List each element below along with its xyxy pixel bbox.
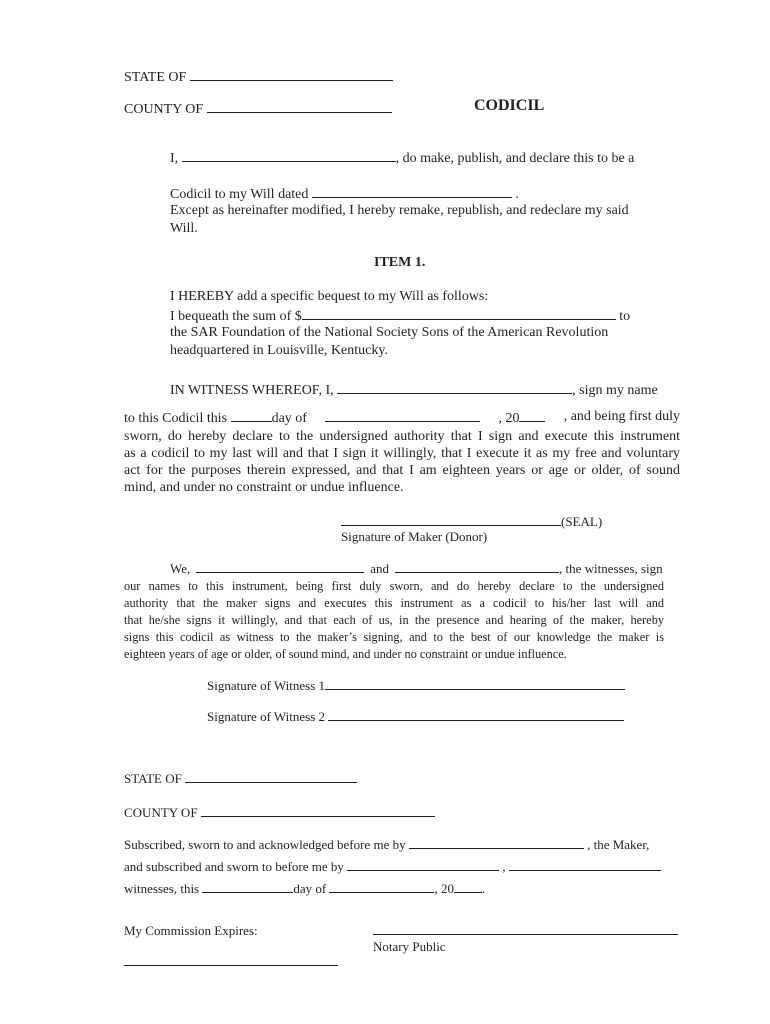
- item-1-heading: ITEM 1.: [374, 255, 426, 270]
- notary-state-label: STATE OF: [124, 771, 182, 786]
- subscribed-label: Subscribed, sworn to and acknowledged before me by: [124, 837, 406, 852]
- notary-signature-blank[interactable]: [373, 934, 678, 935]
- county-label: COUNTY OF: [124, 102, 204, 117]
- notary-year-blank[interactable]: [454, 881, 482, 893]
- maker-signature-blank[interactable]: [341, 514, 561, 526]
- witness-whereof-body: [124, 428, 680, 496]
- first-line-tail: , and being first duly: [563, 409, 680, 424]
- maker-label: , the Maker,: [587, 837, 650, 852]
- notary-day-blank[interactable]: [202, 881, 293, 893]
- witness-1-signature-label: Signature of Witness 1: [207, 678, 326, 693]
- commission-expires: My Commission Expires:: [124, 923, 258, 938]
- witness-b-blank[interactable]: [509, 859, 661, 871]
- witness-whereof-lead: IN WITNESS WHEREOF, I,: [170, 383, 334, 398]
- and-label: and: [370, 561, 390, 576]
- notary-state-blank[interactable]: [185, 771, 357, 783]
- witness-a-blank[interactable]: [347, 859, 499, 871]
- body-line: mind, and under no constraint or undue influence.: [124, 480, 404, 495]
- witness-1-signature-blank[interactable]: [325, 678, 625, 690]
- codicil-dated-line: [170, 186, 519, 202]
- notary-date-line: [124, 881, 485, 895]
- maker-acknowledged-blank[interactable]: [409, 837, 584, 849]
- declarant-name-blank[interactable]: [182, 150, 396, 162]
- codicil-dated-label: Codicil to my Will dated: [170, 187, 309, 202]
- subscribed2-label: and subscribed and sworn to before me by: [124, 859, 344, 874]
- commission-expiry-blank[interactable]: [124, 965, 338, 966]
- maker-signature-caption: Signature of Maker (Donor): [341, 529, 488, 544]
- bequeath-label: I bequeath the sum of $: [170, 309, 302, 324]
- codicil-date-line: [124, 410, 680, 426]
- month-blank[interactable]: [325, 410, 480, 422]
- witnesses-this-label: witnesses, this: [124, 881, 200, 896]
- notary-state-line: [124, 771, 357, 785]
- this-label: to this Codicil this: [124, 411, 228, 426]
- we-label: We,: [170, 561, 191, 576]
- subscribed-witnesses-line: [124, 859, 661, 873]
- day-of-label: day of: [271, 411, 307, 426]
- bequest-amount-blank[interactable]: [302, 308, 616, 320]
- comma: ,: [502, 859, 506, 874]
- declare-text: , do make, publish, and declare this to be a: [395, 151, 635, 166]
- notary-year-prefix: , 20: [434, 881, 454, 896]
- county-blank[interactable]: [207, 101, 392, 113]
- notary-public-caption: Notary Public: [373, 939, 446, 954]
- document-title: CODICIL: [474, 97, 545, 114]
- notary-day-of: day of: [293, 881, 327, 896]
- i-label: I,: [170, 151, 179, 166]
- notary-county-blank[interactable]: [201, 805, 435, 817]
- witness-2-signature-blank[interactable]: [328, 709, 624, 721]
- notary-month-blank[interactable]: [329, 881, 434, 893]
- except-line-1: Except as hereinafter modified, I hereby remake, republish, and redeclare my said: [170, 203, 629, 218]
- witness-1-signature-line: [207, 678, 625, 692]
- witness-2-name-blank[interactable]: [395, 561, 559, 573]
- body-line: act for the purposes therein expressed, and that I am eighteen years or age or older, of sound: [124, 463, 680, 478]
- day-blank[interactable]: [231, 410, 272, 422]
- witness-1-name-blank[interactable]: [196, 561, 364, 573]
- except-line-2: Will.: [170, 221, 198, 236]
- seal-label: (SEAL): [561, 514, 603, 529]
- notary-county-label: COUNTY OF: [124, 805, 198, 820]
- maker-name-blank[interactable]: [337, 382, 572, 394]
- witness-body-line: eighteen years of age or older, of sound mind, and under no constraint or undue influence.: [124, 647, 567, 661]
- to-label: to: [619, 309, 631, 324]
- state-label: STATE OF: [124, 70, 187, 85]
- year-blank[interactable]: [519, 410, 545, 422]
- county-line: [124, 101, 392, 117]
- witness-body-line: signs this codicil as witness to the maker’s signing, and to the best of our knowledge the maker is: [124, 630, 664, 644]
- witness-body-line: our names to this instrument, being first duly sworn, and do hereby declare to the undersigned: [124, 579, 664, 593]
- declarant-line: [170, 150, 634, 166]
- witness-body-line: authority that the maker signs and executes this instrument as a codicil to his/her last will and: [124, 596, 664, 610]
- witness-whereof-line: [170, 382, 658, 398]
- beneficiary-line: the SAR Foundation of the National Society Sons of the American Revolution: [170, 325, 609, 340]
- notary-period: .: [481, 881, 486, 896]
- year-prefix: , 20: [498, 411, 520, 426]
- witnesses-tail: , the witnesses, sign: [559, 561, 663, 576]
- beneficiary-location: headquartered in Louisville, Kentucky.: [170, 343, 388, 358]
- this-day-group: [124, 410, 307, 426]
- subscribed-line: [124, 837, 649, 851]
- notary-county-line: [124, 805, 435, 819]
- witness-body-line: that he/she signs it willingly, and that each of us, in the presence and hearing of the maker, hereby: [124, 613, 664, 627]
- state-blank[interactable]: [190, 69, 393, 81]
- body-line: as a codicil to my last will and that I sign it willingly, that I execute it as my free and voluntary: [124, 446, 680, 461]
- witness-whereof-tail: , sign my name: [572, 383, 658, 398]
- will-date-blank[interactable]: [312, 186, 512, 198]
- witness-2-signature-label: Signature of Witness 2: [207, 709, 326, 724]
- maker-signature-line: [341, 514, 602, 528]
- witness-2-signature-line: [207, 709, 624, 723]
- bequeath-line: [170, 308, 630, 324]
- year-group: [498, 410, 545, 426]
- body-line: sworn, do hereby declare to the undersigned authority that I sign and execute this instrument: [124, 429, 680, 444]
- state-line: [124, 69, 393, 85]
- witnesses-first-line: [124, 561, 664, 575]
- bequest-intro: I HEREBY add a specific bequest to my Will as follows:: [170, 289, 489, 304]
- dated-period: .: [515, 187, 519, 202]
- witnesses-body: [124, 578, 664, 663]
